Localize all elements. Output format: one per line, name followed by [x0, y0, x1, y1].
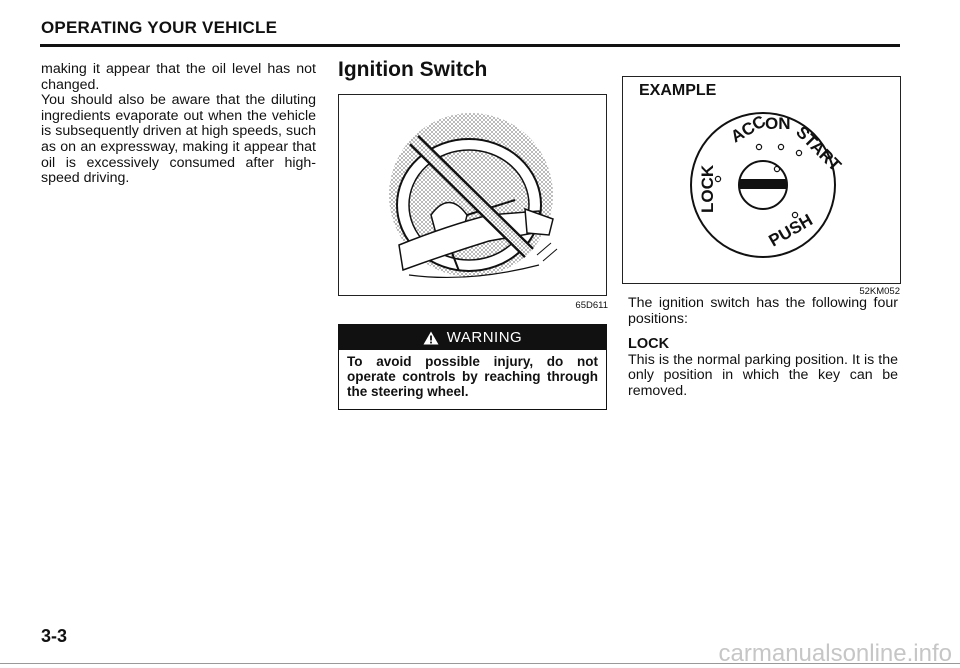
figure-code-65d611: 65D611 [575, 300, 608, 311]
position-start: START [792, 122, 845, 176]
warning-header [339, 325, 606, 350]
position-push: PUSH [765, 210, 816, 251]
watermark-text: carmanualsonline.info [718, 640, 952, 667]
figure-code-52km052: 52KM052 [859, 286, 900, 297]
warning-box [338, 324, 607, 410]
positions-intro: The ignition switch has the following four positions: [628, 295, 898, 327]
page-header-title: OPERATING YOUR VEHICLE [41, 18, 278, 37]
ignition-switch-diagram-icon [623, 77, 900, 283]
section-title: Ignition Switch [338, 58, 488, 81]
lock-description: This is the normal parking position. It is the only position in which the key can be removed. [628, 351, 898, 399]
ignition-switch-figure [622, 76, 901, 284]
warning-triangle-icon [423, 331, 439, 345]
position-on: ON [765, 114, 791, 133]
right-column-text [628, 296, 898, 400]
example-label: EXAMPLE [639, 82, 717, 99]
warning-text: To avoid possible injury, do not operate controls by reaching through the steering wheel. [347, 354, 598, 399]
page-number: 3-3 [41, 626, 68, 646]
position-lock: LOCK [698, 164, 717, 213]
lock-heading: LOCK [628, 336, 670, 353]
steering-wheel-figure [338, 94, 607, 296]
header-divider [40, 44, 900, 47]
position-acc: ACC [727, 111, 769, 147]
steering-wheel-prohibited-icon [339, 95, 606, 295]
paragraph-oil-level: making it appear that the oil level has not changed. [41, 61, 316, 93]
warning-label: WARNING [446, 329, 523, 346]
left-column-text [41, 62, 316, 187]
paragraph-diluting: You should also be aware that the diluting ingredients evaporate out when the vehicle is subsequently driven at high speeds, such as on an expressway, making it appear that oil is excessively consumed after high-speed driving. [41, 92, 316, 187]
